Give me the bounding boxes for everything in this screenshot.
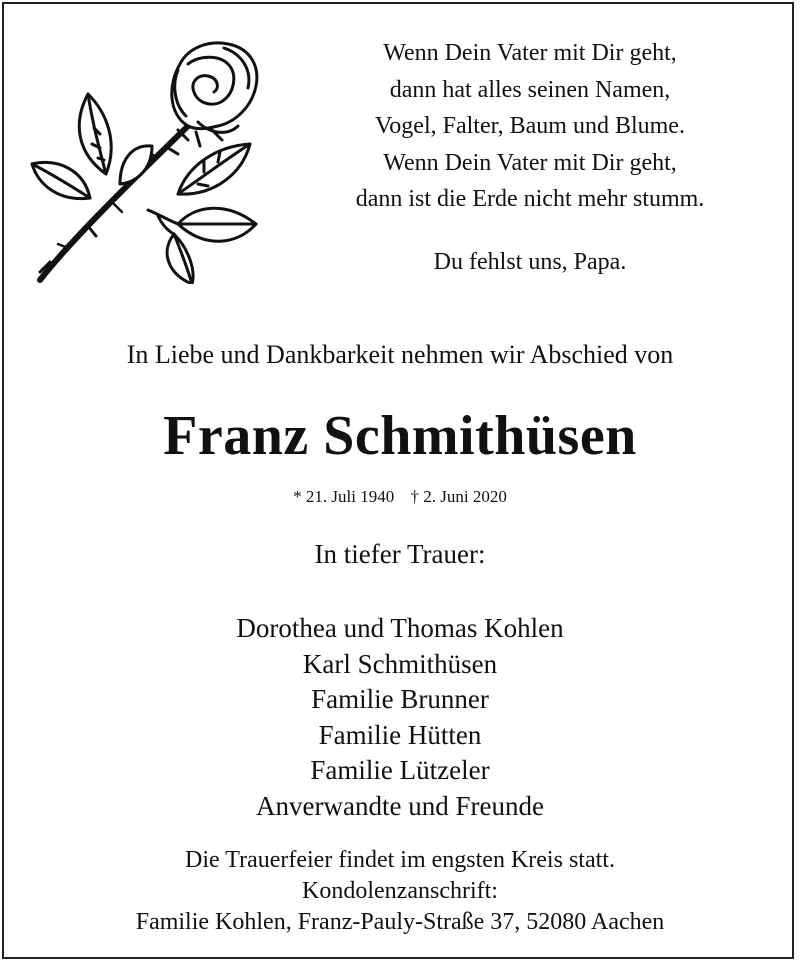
- poem-line: Wenn Dein Vater mit Dir geht,: [383, 149, 677, 176]
- mourner: Anverwandte und Freunde: [256, 790, 544, 821]
- life-dates: [0, 485, 800, 509]
- death-date: † 2. Juni 2020: [410, 487, 507, 506]
- condolence-label: Kondolenzanschrift:: [302, 878, 498, 904]
- farewell-intro: In Liebe und Dankbarkeit nehmen wir Abschied von: [126, 340, 674, 369]
- mourning-heading: In tiefer Trauer:: [314, 539, 486, 569]
- mourner: Dorothea und Thomas Kohlen: [236, 613, 564, 643]
- poem-line: Vogel, Falter, Baum und Blume.: [375, 113, 685, 139]
- rose-icon: [28, 34, 268, 284]
- mourner: Familie Hütten: [318, 719, 482, 750]
- funeral-note: Die Trauerfeier findet im engsten Kreis statt.: [185, 847, 615, 873]
- footer: [0, 845, 800, 938]
- deceased-name: Franz Schmithüsen: [163, 405, 637, 467]
- poem: [300, 35, 760, 280]
- condolence-address: Familie Kohlen, Franz-Pauly-Straße 37, 52080 Aachen: [135, 909, 665, 935]
- poem-line: dann ist die Erde nicht mehr stumm.: [355, 186, 705, 212]
- poem-closing: Du fehlst uns, Papa.: [433, 248, 627, 275]
- poem-line: dann hat alles seinen Namen,: [389, 76, 671, 103]
- mourner: Familie Lützeler: [310, 755, 490, 785]
- mourners-list: [0, 611, 800, 824]
- birth-date: * 21. Juli 1940: [293, 487, 395, 506]
- mourner: Familie Brunner: [311, 684, 489, 714]
- mourner: Karl Schmithüsen: [302, 648, 498, 679]
- poem-line: Wenn Dein Vater mit Dir geht,: [383, 40, 677, 66]
